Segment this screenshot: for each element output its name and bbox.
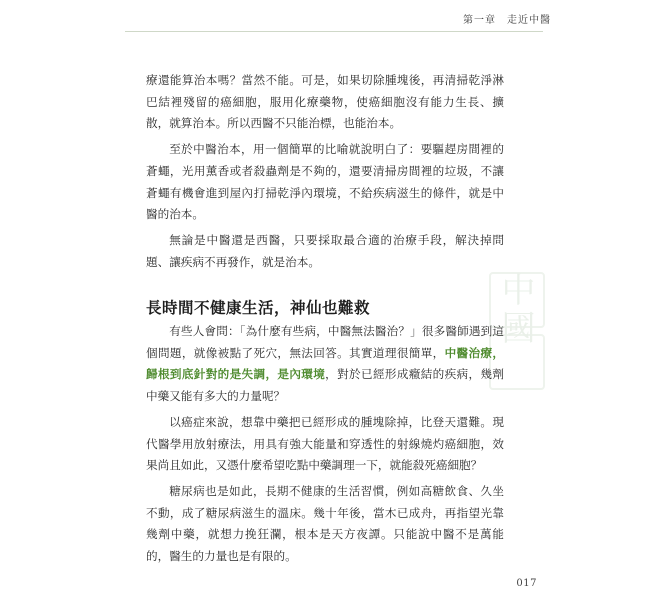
paragraph: 以癌症來說，想靠中藥把已經形成的腫塊除掉，比登天還難。現代醫學用放射療法，用具有強大能量和穿透性的射線燒灼癌細胞，效果尚且如此，又憑什麼希望吃點中藥調理一下，就能殺死癌細胞？ xyxy=(146,414,504,473)
paragraph: 無論是中醫還是西醫，只要採取最合適的治療手段，解決掉問題、讓疾病不再發作，就是治本。 xyxy=(146,232,504,269)
page-number: 017 xyxy=(516,578,537,589)
paragraph: 療還能算治本嗎？當然不能。可是，如果切除腫塊後，再清掃乾淨淋巴結裡殘留的癌細胞，服用化療藥物，使癌細胞沒有能力生長、擴散，就算治本。所以西醫不只能治標，也能治本。 xyxy=(146,73,504,131)
header-divider xyxy=(125,31,543,32)
emphasis-text: 中醫治療，歸根到底針對的是失調，是內環境 xyxy=(146,345,504,382)
text-run: ，對於已經形成癥結的疾病，幾劑中藥又能有多大的力量呢？ xyxy=(146,367,504,404)
paragraph xyxy=(146,321,504,408)
body-text-section xyxy=(146,321,504,568)
running-header xyxy=(0,0,655,30)
paragraph: 至於中醫治本，用一個簡單的比喻就說明白了：要驅趕房間裡的蒼蠅，光用薰香或者殺蟲劑是不夠的，還要清掃房間裡的垃圾，不讓蒼蠅有機會進到屋內打掃乾淨內環境，不給疾病滋生的條件，就是中醫的治本。 xyxy=(146,142,504,222)
section-heading: 長時間不健康生活，神仙也難救 xyxy=(146,298,371,317)
chapter-title: 第一章 走近中醫 xyxy=(463,15,551,26)
text-run: 有些人會問：「為什麼有些病，中醫無法醫治？」很多醫師遇到這個問題，就像被點了死穴，無法回答。其實道理很簡單， xyxy=(146,324,504,360)
watermark-text: 中國 xyxy=(495,272,535,348)
body-text-top xyxy=(146,70,504,273)
paragraph: 糖尿病也是如此，長期不健康的生活習慣，例如高糖飲食、久坐不動，成了糖尿病滋生的溫床。幾十年後，當木已成舟，再指望光靠幾劑中藥，就想力挽狂瀾，根本是天方夜譚。只能說中醫不是萬能的，醫生的力量也是有限的。 xyxy=(146,483,504,564)
